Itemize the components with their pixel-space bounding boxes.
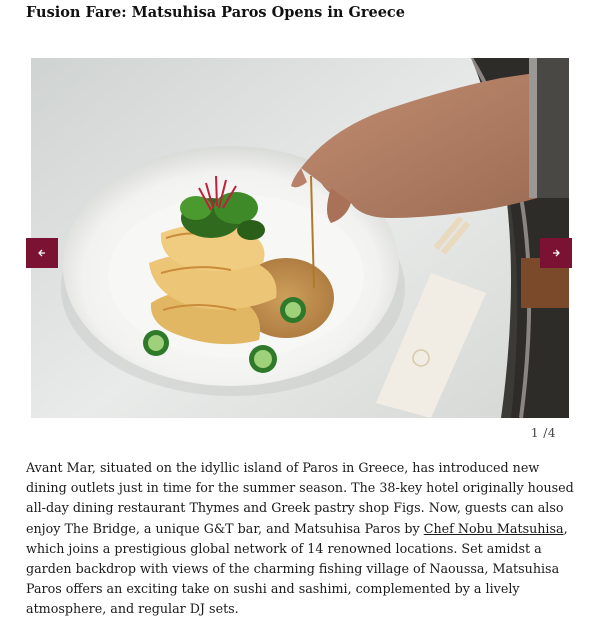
slide-counter: 1 /4 [530,426,556,440]
previous-slide-button[interactable] [26,238,58,268]
article-title: Fusion Fare: Matsuhisa Paros Opens in Greece [26,4,405,21]
image-slider [0,58,600,420]
article-body [26,458,578,620]
article-text-part1: Avant Mar, situated on the idyllic island of Paros in Greece, has introduced new dining outlets just in time for the summer season. The 38-key hotel originally housed all-day dining restaurant Thymes and Greek pastry shop Figs. Now, guests can also enjoy The Bridge, a unique G&T bar, and Matsuhisa Paros by [26,460,574,536]
arrow-right-icon [551,248,561,258]
slide-image [31,58,569,418]
arrow-left-icon [37,248,47,258]
next-slide-button[interactable] [540,238,572,268]
article-text-part2: , which joins a prestigious global network of 14 renowned locations. Set amidst a garden backdrop with views of the charming fishing village of Naoussa, Matsuhisa Paros offers an exciting take on sushi and sashimi, complemented by a lively atmosphere, and regular DJ sets. [26,520,568,617]
chef-link[interactable]: Chef Nobu Matsuhisa [423,520,564,536]
